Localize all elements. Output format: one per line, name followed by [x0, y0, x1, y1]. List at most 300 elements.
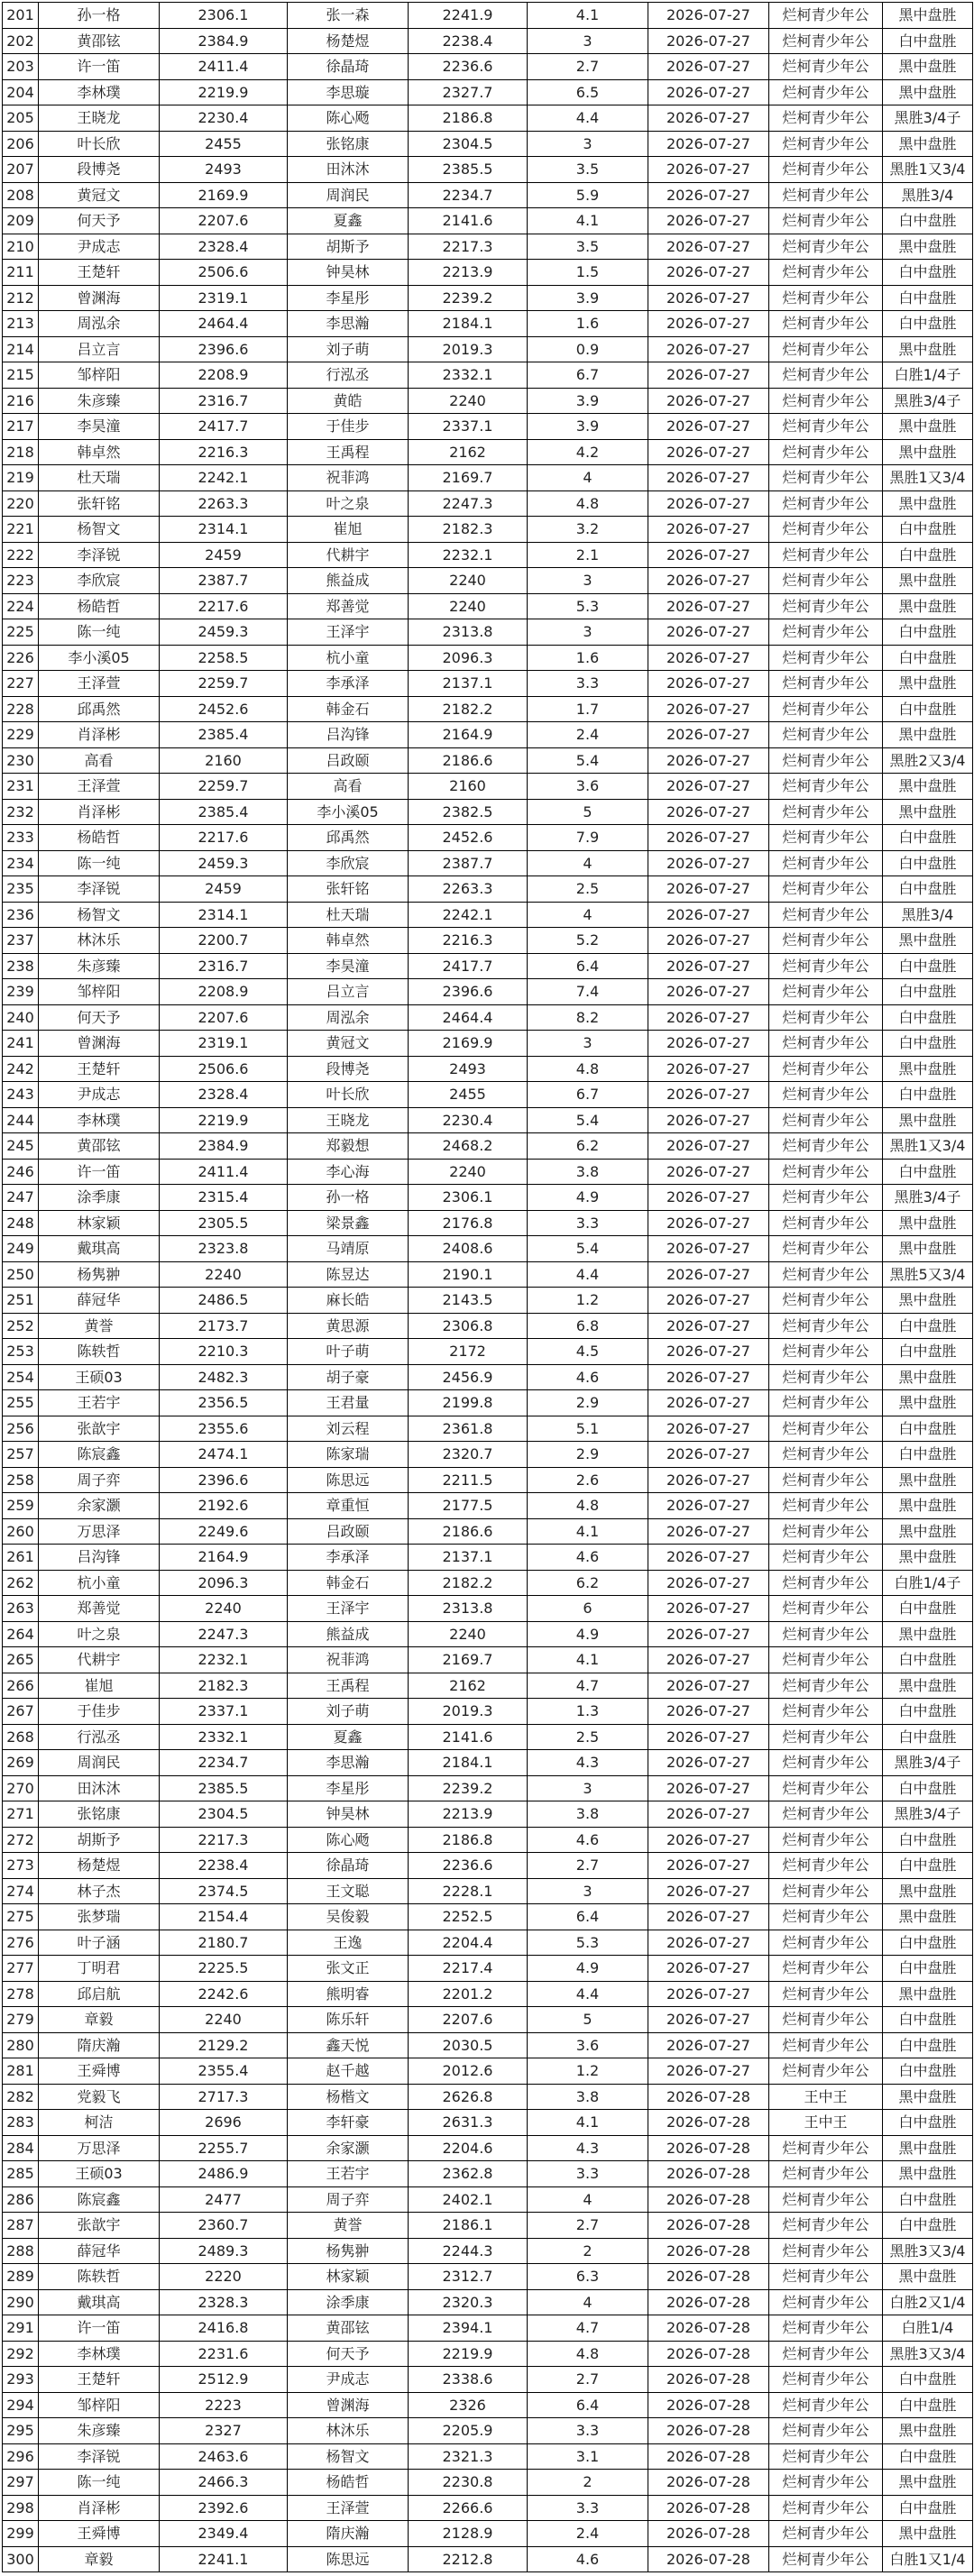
white-player-cell: 李承泽	[288, 1545, 409, 1571]
game-date-cell: 2026-07-28	[648, 2392, 769, 2418]
game-date-cell: 2026-07-27	[648, 517, 769, 543]
game-result-cell: 黑中盘胜	[883, 722, 973, 748]
game-result-cell: 白中盘胜	[883, 850, 973, 876]
black-player-cell: 李昊潼	[39, 414, 160, 440]
table-row	[3, 1313, 973, 1339]
game-result-cell: 黑中盘胜	[883, 1518, 973, 1545]
game-result-cell: 白中盘胜	[883, 2367, 973, 2393]
game-result-cell: 白中盘胜	[883, 1724, 973, 1750]
rating-diff-cell: 3.5	[528, 157, 648, 183]
row-number-cell: 286	[3, 2186, 39, 2213]
tournament-cell: 烂柯青少年公	[769, 1801, 883, 1828]
table-row	[3, 1416, 973, 1442]
tournament-cell: 烂柯青少年公	[769, 490, 883, 517]
game-date-cell: 2026-07-27	[648, 1107, 769, 1133]
black-rating-cell: 2180.7	[160, 1930, 288, 1956]
white-player-cell: 李承泽	[288, 671, 409, 697]
rating-diff-cell: 3.9	[528, 388, 648, 414]
table-row	[3, 1056, 973, 1082]
game-date-cell: 2026-07-27	[648, 1031, 769, 1057]
row-number-cell: 241	[3, 1031, 39, 1057]
black-player-cell: 杭小童	[39, 1570, 160, 1596]
white-rating-cell: 2169.9	[409, 1031, 528, 1057]
black-rating-cell: 2355.6	[160, 1416, 288, 1442]
tournament-cell: 烂柯青少年公	[769, 1442, 883, 1468]
tournament-cell: 烂柯青少年公	[769, 2238, 883, 2264]
row-number-cell: 281	[3, 2058, 39, 2085]
rating-diff-cell: 3.9	[528, 414, 648, 440]
black-player-cell: 陈一纯	[39, 2470, 160, 2496]
rating-diff-cell: 4.6	[528, 1545, 648, 1571]
black-rating-cell: 2463.6	[160, 2443, 288, 2470]
white-player-cell: 熊益成	[288, 568, 409, 594]
game-date-cell: 2026-07-27	[648, 1364, 769, 1390]
tournament-cell: 烂柯青少年公	[769, 1133, 883, 1160]
white-player-cell: 李星彤	[288, 1775, 409, 1801]
white-rating-cell: 2019.3	[409, 336, 528, 362]
table-row	[3, 54, 973, 80]
tournament-cell: 烂柯青少年公	[769, 1827, 883, 1853]
tournament-cell: 烂柯青少年公	[769, 1236, 883, 1262]
white-rating-cell: 2312.7	[409, 2264, 528, 2290]
black-player-cell: 张梦瑞	[39, 1904, 160, 1930]
white-rating-cell: 2332.1	[409, 362, 528, 389]
table-row	[3, 1442, 973, 1468]
rating-diff-cell: 7.9	[528, 825, 648, 851]
row-number-cell: 245	[3, 1133, 39, 1160]
game-date-cell: 2026-07-27	[648, 671, 769, 697]
game-date-cell: 2026-07-28	[648, 2264, 769, 2290]
rating-diff-cell: 1.6	[528, 645, 648, 671]
row-number-cell: 235	[3, 876, 39, 903]
black-player-cell: 王泽萱	[39, 774, 160, 800]
black-rating-cell: 2486.5	[160, 1288, 288, 1314]
game-result-cell: 白中盘胜	[883, 1031, 973, 1057]
game-result-cell: 白中盘胜	[883, 542, 973, 568]
game-result-cell: 黑中盘胜	[883, 1210, 973, 1236]
black-player-cell: 何天予	[39, 1004, 160, 1031]
game-result-cell: 白中盘胜	[883, 1827, 973, 1853]
black-rating-cell: 2327	[160, 2418, 288, 2444]
black-player-cell: 丁明君	[39, 1956, 160, 1982]
rating-diff-cell: 4.3	[528, 1750, 648, 1776]
white-player-cell: 杜天瑞	[288, 902, 409, 928]
game-result-cell: 白中盘胜	[883, 260, 973, 286]
table-row	[3, 799, 973, 825]
game-date-cell: 2026-07-27	[648, 645, 769, 671]
black-player-cell: 李欣宸	[39, 568, 160, 594]
game-result-cell: 白中盘胜	[883, 953, 973, 979]
table-row	[3, 2418, 973, 2444]
game-result-cell: 黑中盘胜	[883, 1545, 973, 1571]
white-rating-cell: 2241.9	[409, 3, 528, 29]
black-player-cell: 曾渊海	[39, 1031, 160, 1057]
white-rating-cell: 2205.9	[409, 2418, 528, 2444]
white-player-cell: 韩金石	[288, 696, 409, 722]
white-rating-cell: 2204.4	[409, 1930, 528, 1956]
white-rating-cell: 2184.1	[409, 1750, 528, 1776]
tournament-cell: 烂柯青少年公	[769, 79, 883, 105]
game-result-cell: 黑中盘胜	[883, 671, 973, 697]
white-rating-cell: 2232.1	[409, 542, 528, 568]
black-player-cell: 林家颖	[39, 1210, 160, 1236]
tournament-cell: 烂柯青少年公	[769, 2135, 883, 2161]
tournament-cell: 烂柯青少年公	[769, 2443, 883, 2470]
white-rating-cell: 2184.1	[409, 311, 528, 337]
game-result-cell: 黑中盘胜	[883, 1878, 973, 1904]
white-player-cell: 熊明睿	[288, 1981, 409, 2007]
tournament-cell: 烂柯青少年公	[769, 774, 883, 800]
black-rating-cell: 2385.5	[160, 1775, 288, 1801]
white-player-cell: 张文正	[288, 1956, 409, 1982]
row-number-cell: 232	[3, 799, 39, 825]
white-rating-cell: 2239.2	[409, 1775, 528, 1801]
white-player-cell: 刘云程	[288, 1416, 409, 1442]
tournament-cell: 烂柯青少年公	[769, 1467, 883, 1493]
white-rating-cell: 2240	[409, 1621, 528, 1647]
game-result-cell: 白胜1又1/4	[883, 2546, 973, 2572]
game-result-cell: 黑胜3/4	[883, 902, 973, 928]
game-date-cell: 2026-07-27	[648, 1750, 769, 1776]
game-result-cell: 黑中盘胜	[883, 1288, 973, 1314]
row-number-cell: 291	[3, 2315, 39, 2342]
black-rating-cell: 2482.3	[160, 1364, 288, 1390]
tournament-cell: 烂柯青少年公	[769, 1750, 883, 1776]
game-result-cell: 黑胜3又3/4	[883, 2238, 973, 2264]
row-number-cell: 209	[3, 208, 39, 234]
tournament-cell: 烂柯青少年公	[769, 671, 883, 697]
white-rating-cell: 2455	[409, 1082, 528, 1108]
black-player-cell: 党毅飞	[39, 2084, 160, 2110]
game-date-cell: 2026-07-27	[648, 388, 769, 414]
black-player-cell: 王硕03	[39, 1364, 160, 1390]
row-number-cell: 265	[3, 1647, 39, 1673]
table-row	[3, 105, 973, 132]
white-player-cell: 杨皓哲	[288, 2470, 409, 2496]
tournament-cell: 烂柯青少年公	[769, 439, 883, 465]
tournament-cell: 烂柯青少年公	[769, 1570, 883, 1596]
black-rating-cell: 2355.4	[160, 2058, 288, 2085]
black-player-cell: 陈轶哲	[39, 1339, 160, 1365]
row-number-cell: 261	[3, 1545, 39, 1571]
white-rating-cell: 2199.8	[409, 1390, 528, 1416]
table-row	[3, 2135, 973, 2161]
game-result-cell: 白中盘胜	[883, 285, 973, 311]
white-rating-cell: 2240	[409, 568, 528, 594]
white-rating-cell: 2012.6	[409, 2058, 528, 2085]
black-rating-cell: 2219.9	[160, 1107, 288, 1133]
row-number-cell: 266	[3, 1673, 39, 1699]
white-player-cell: 陈心飏	[288, 105, 409, 132]
black-player-cell: 吕沟锋	[39, 1545, 160, 1571]
white-player-cell: 田沐沐	[288, 157, 409, 183]
tournament-cell: 烂柯青少年公	[769, 593, 883, 619]
black-player-cell: 叶子涵	[39, 1930, 160, 1956]
table-row	[3, 1750, 973, 1776]
game-date-cell: 2026-07-27	[648, 850, 769, 876]
game-date-cell: 2026-07-27	[648, 902, 769, 928]
rating-diff-cell: 2	[528, 2470, 648, 2496]
row-number-cell: 294	[3, 2392, 39, 2418]
white-player-cell: 王晓龙	[288, 1107, 409, 1133]
white-rating-cell: 2452.6	[409, 825, 528, 851]
white-rating-cell: 2326	[409, 2392, 528, 2418]
black-rating-cell: 2464.4	[160, 311, 288, 337]
black-player-cell: 李林璞	[39, 1107, 160, 1133]
game-date-cell: 2026-07-27	[648, 234, 769, 260]
row-number-cell: 215	[3, 362, 39, 389]
rating-diff-cell: 2.9	[528, 1442, 648, 1468]
rating-diff-cell: 3.8	[528, 1801, 648, 1828]
row-number-cell: 293	[3, 2367, 39, 2393]
white-rating-cell: 2408.6	[409, 1236, 528, 1262]
tournament-cell: 烂柯青少年公	[769, 1288, 883, 1314]
tournament-cell: 烂柯青少年公	[769, 131, 883, 157]
black-rating-cell: 2240	[160, 1596, 288, 1622]
black-rating-cell: 2328.4	[160, 1082, 288, 1108]
tournament-cell: 烂柯青少年公	[769, 1185, 883, 1211]
rating-diff-cell: 3	[528, 1031, 648, 1057]
black-player-cell: 叶之泉	[39, 1621, 160, 1647]
table-row	[3, 1518, 973, 1545]
game-date-cell: 2026-07-27	[648, 79, 769, 105]
game-date-cell: 2026-07-28	[648, 2135, 769, 2161]
white-rating-cell: 2402.1	[409, 2186, 528, 2213]
game-date-cell: 2026-07-27	[648, 799, 769, 825]
table-row	[3, 2367, 973, 2393]
black-player-cell: 章毅	[39, 2007, 160, 2033]
black-player-cell: 戴琪高	[39, 2289, 160, 2315]
tournament-cell: 烂柯青少年公	[769, 2470, 883, 2496]
tournament-cell: 烂柯青少年公	[769, 799, 883, 825]
game-date-cell: 2026-07-27	[648, 1133, 769, 1160]
game-result-cell: 黑中盘胜	[883, 1673, 973, 1699]
white-player-cell: 徐晶琦	[288, 54, 409, 80]
white-player-cell: 王泽宇	[288, 619, 409, 646]
white-player-cell: 王逸	[288, 1930, 409, 1956]
game-result-cell: 黑中盘胜	[883, 2161, 973, 2187]
row-number-cell: 214	[3, 336, 39, 362]
tournament-cell: 烂柯青少年公	[769, 2341, 883, 2367]
table-row	[3, 1904, 973, 1930]
game-result-cell: 黑中盘胜	[883, 1107, 973, 1133]
rating-diff-cell: 6.4	[528, 2392, 648, 2418]
black-rating-cell: 2263.3	[160, 490, 288, 517]
black-rating-cell: 2323.8	[160, 1236, 288, 1262]
game-date-cell: 2026-07-27	[648, 311, 769, 337]
white-player-cell: 吕政颐	[288, 1518, 409, 1545]
black-player-cell: 曾渊海	[39, 285, 160, 311]
row-number-cell: 270	[3, 1775, 39, 1801]
black-rating-cell: 2455	[160, 131, 288, 157]
tournament-cell: 烂柯青少年公	[769, 1364, 883, 1390]
white-rating-cell: 2162	[409, 1673, 528, 1699]
table-row	[3, 285, 973, 311]
table-row	[3, 1133, 973, 1160]
table-row	[3, 671, 973, 697]
white-player-cell: 鑫天悦	[288, 2032, 409, 2058]
tournament-cell: 烂柯青少年公	[769, 2186, 883, 2213]
table-row	[3, 979, 973, 1005]
game-result-cell: 黑中盘胜	[883, 2470, 973, 2496]
game-result-cell: 白中盘胜	[883, 2032, 973, 2058]
black-rating-cell: 2328.3	[160, 2289, 288, 2315]
row-number-cell: 250	[3, 1261, 39, 1288]
rating-diff-cell: 6.4	[528, 953, 648, 979]
white-rating-cell: 2242.1	[409, 902, 528, 928]
game-result-cell: 黑中盘胜	[883, 79, 973, 105]
black-player-cell: 张铭康	[39, 1801, 160, 1828]
game-date-cell: 2026-07-27	[648, 439, 769, 465]
white-rating-cell: 2143.5	[409, 1288, 528, 1314]
table-row	[3, 260, 973, 286]
white-rating-cell: 2468.2	[409, 1133, 528, 1160]
game-date-cell: 2026-07-28	[648, 2213, 769, 2239]
game-date-cell: 2026-07-27	[648, 1621, 769, 1647]
tournament-cell: 烂柯青少年公	[769, 1930, 883, 1956]
table-row	[3, 1031, 973, 1057]
white-rating-cell: 2172	[409, 1339, 528, 1365]
game-date-cell: 2026-07-27	[648, 696, 769, 722]
black-rating-cell: 2208.9	[160, 362, 288, 389]
black-player-cell: 王若宇	[39, 1390, 160, 1416]
game-date-cell: 2026-07-27	[648, 619, 769, 646]
white-rating-cell: 2240	[409, 593, 528, 619]
row-number-cell: 212	[3, 285, 39, 311]
rating-diff-cell: 4	[528, 465, 648, 491]
white-rating-cell: 2321.3	[409, 2443, 528, 2470]
rating-diff-cell: 4	[528, 850, 648, 876]
tournament-cell: 烂柯青少年公	[769, 414, 883, 440]
rating-diff-cell: 1.5	[528, 260, 648, 286]
rating-diff-cell: 2.7	[528, 1853, 648, 1879]
tournament-cell: 烂柯青少年公	[769, 1699, 883, 1725]
row-number-cell: 213	[3, 311, 39, 337]
tournament-cell: 烂柯青少年公	[769, 182, 883, 208]
game-date-cell: 2026-07-27	[648, 1313, 769, 1339]
game-date-cell: 2026-07-27	[648, 1930, 769, 1956]
rating-diff-cell: 3.3	[528, 2495, 648, 2521]
black-rating-cell: 2225.5	[160, 1956, 288, 1982]
tournament-cell: 烂柯青少年公	[769, 2213, 883, 2239]
white-rating-cell: 2186.8	[409, 105, 528, 132]
row-number-cell: 217	[3, 414, 39, 440]
tournament-cell: 烂柯青少年公	[769, 1313, 883, 1339]
white-rating-cell: 2320.3	[409, 2289, 528, 2315]
black-player-cell: 孙一格	[39, 3, 160, 29]
white-player-cell: 赵千越	[288, 2058, 409, 2085]
game-date-cell: 2026-07-28	[648, 2161, 769, 2187]
white-player-cell: 夏鑫	[288, 1724, 409, 1750]
tournament-cell: 烂柯青少年公	[769, 1261, 883, 1288]
game-date-cell: 2026-07-27	[648, 2032, 769, 2058]
rating-diff-cell: 4	[528, 902, 648, 928]
game-result-cell: 黑胜3/4子	[883, 1750, 973, 1776]
white-rating-cell: 2096.3	[409, 645, 528, 671]
white-rating-cell: 2137.1	[409, 671, 528, 697]
game-date-cell: 2026-07-27	[648, 1596, 769, 1622]
table-row	[3, 2161, 973, 2187]
rating-diff-cell: 4.7	[528, 1673, 648, 1699]
table-row	[3, 311, 973, 337]
game-result-cell: 白中盘胜	[883, 825, 973, 851]
rating-diff-cell: 2.5	[528, 1724, 648, 1750]
tournament-cell: 烂柯青少年公	[769, 234, 883, 260]
rating-diff-cell: 3.5	[528, 234, 648, 260]
tournament-cell: 烂柯青少年公	[769, 157, 883, 183]
game-date-cell: 2026-07-27	[648, 1827, 769, 1853]
game-date-cell: 2026-07-27	[648, 1775, 769, 1801]
black-rating-cell: 2182.3	[160, 1673, 288, 1699]
white-player-cell: 陈思远	[288, 1467, 409, 1493]
tournament-cell: 烂柯青少年公	[769, 1004, 883, 1031]
rating-diff-cell: 3.8	[528, 1159, 648, 1185]
game-result-cell: 白胜2又1/4	[883, 2289, 973, 2315]
game-date-cell: 2026-07-27	[648, 208, 769, 234]
black-rating-cell: 2169.9	[160, 182, 288, 208]
rating-diff-cell: 1.7	[528, 696, 648, 722]
game-result-cell: 黑胜1又3/4	[883, 465, 973, 491]
row-number-cell: 247	[3, 1185, 39, 1211]
black-player-cell: 王硕03	[39, 2161, 160, 2187]
black-player-cell: 李小溪05	[39, 645, 160, 671]
rating-diff-cell: 4.9	[528, 1185, 648, 1211]
white-player-cell: 吕立言	[288, 979, 409, 1005]
rating-diff-cell: 1.6	[528, 311, 648, 337]
white-rating-cell: 2230.4	[409, 1107, 528, 1133]
white-player-cell: 林沐乐	[288, 2418, 409, 2444]
row-number-cell: 300	[3, 2546, 39, 2572]
tournament-cell: 烂柯青少年公	[769, 1210, 883, 1236]
tournament-cell: 烂柯青少年公	[769, 1390, 883, 1416]
white-player-cell: 祝菲鸿	[288, 1647, 409, 1673]
table-row	[3, 182, 973, 208]
tournament-cell: 烂柯青少年公	[769, 619, 883, 646]
white-player-cell: 麻长皓	[288, 1288, 409, 1314]
white-player-cell: 黄誉	[288, 2213, 409, 2239]
black-player-cell: 余家灏	[39, 1493, 160, 1519]
black-rating-cell: 2219.9	[160, 79, 288, 105]
game-date-cell: 2026-07-28	[648, 2521, 769, 2547]
tournament-cell: 烂柯青少年公	[769, 928, 883, 954]
game-date-cell: 2026-07-27	[648, 2058, 769, 2085]
black-player-cell: 黄冠文	[39, 182, 160, 208]
row-number-cell: 295	[3, 2418, 39, 2444]
white-player-cell: 吴俊毅	[288, 1904, 409, 1930]
tournament-cell: 烂柯青少年公	[769, 336, 883, 362]
game-result-cell: 白中盘胜	[883, 1159, 973, 1185]
table-row	[3, 1082, 973, 1108]
game-result-cell: 白中盘胜	[883, 2186, 973, 2213]
white-rating-cell: 2626.8	[409, 2084, 528, 2110]
black-player-cell: 万思泽	[39, 1518, 160, 1545]
rating-diff-cell: 4.8	[528, 1493, 648, 1519]
game-date-cell: 2026-07-27	[648, 825, 769, 851]
black-rating-cell: 2164.9	[160, 1545, 288, 1571]
white-rating-cell: 2186.8	[409, 1827, 528, 1853]
game-result-cell: 黑胜1又3/4	[883, 1133, 973, 1160]
game-result-cell: 黑中盘胜	[883, 774, 973, 800]
black-player-cell: 林子杰	[39, 1878, 160, 1904]
black-player-cell: 李泽锐	[39, 542, 160, 568]
game-result-cell: 白中盘胜	[883, 1596, 973, 1622]
white-player-cell: 李轩豪	[288, 2110, 409, 2136]
table-row	[3, 2289, 973, 2315]
black-player-cell: 张歆宇	[39, 1416, 160, 1442]
rating-diff-cell: 2.4	[528, 2521, 648, 2547]
tournament-cell: 烂柯青少年公	[769, 362, 883, 389]
black-player-cell: 许一笛	[39, 1159, 160, 1185]
